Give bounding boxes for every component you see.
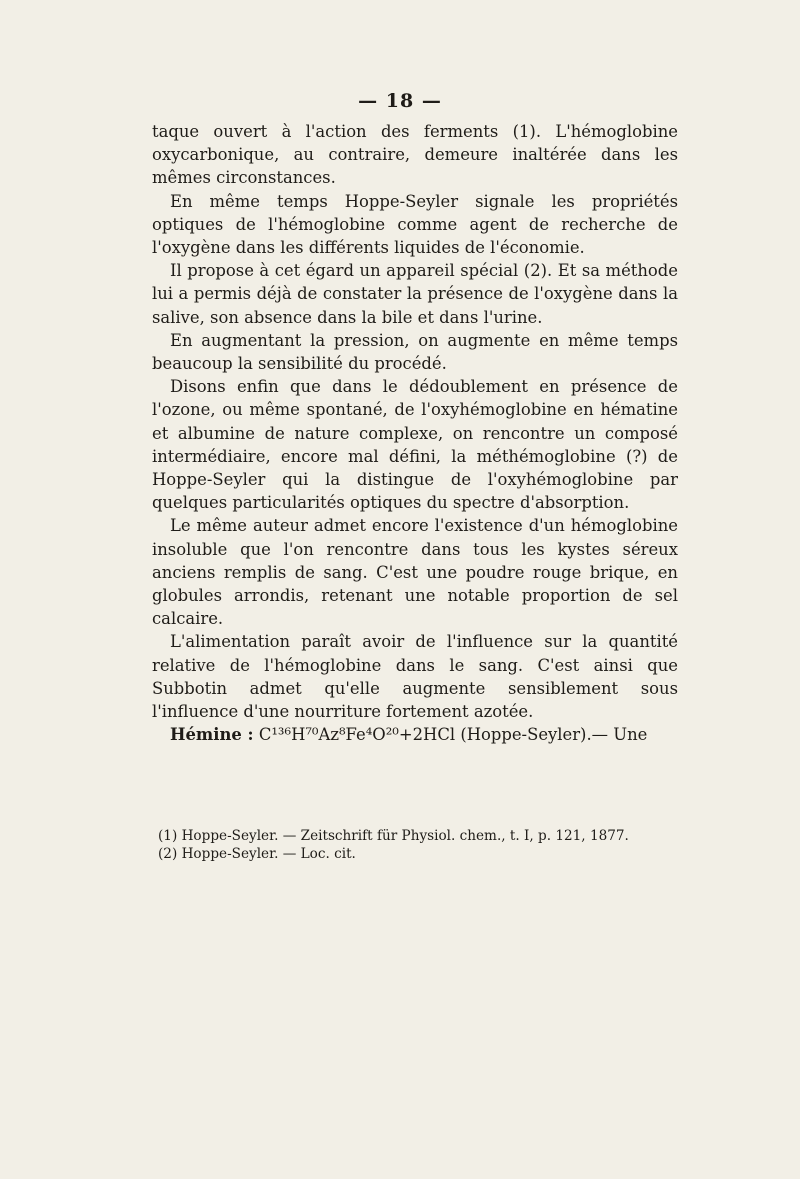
body-text	[152, 120, 678, 746]
paragraph: En augmentant la pression, on augmente en même temps beaucoup la sensibilité du procédé.	[152, 330, 678, 374]
paragraph: Disons enfin que dans le dédoublement en présence de l'ozone, ou même spontané, de l'oxyhémoglobine en hématine et albumine de nature complexe, on rencontre un composé intermédiaire, encore mal défini, la méthémoglobine (?) de Hoppe-Seyler qui la distingue de l'oxyhémoglobine par quelques particularités optiques du spectre d'absorption.	[152, 377, 678, 513]
formula-text: C¹³⁶H⁷⁰Az⁸Fe⁴O²⁰+2HCl (Hoppe-Seyler).— Une	[258, 725, 648, 745]
footnotes	[158, 827, 678, 863]
formula-label: Hémine :	[170, 725, 254, 745]
footnote: (1) Hoppe-Seyler. — Zeitschrift für Physiol. chem., t. I, p. 121, 1877.	[158, 828, 629, 844]
footnote: (2) Hoppe-Seyler. — Loc. cit.	[158, 846, 356, 862]
paragraph: L'alimentation paraît avoir de l'influence sur la quantité relative de l'hémoglobine dans le sang. C'est ainsi que Subbotin admet qu'elle augmente sensiblement sous l'influence d'une nourriture fortement azotée.	[152, 632, 678, 722]
page-number: — 18 —	[358, 90, 442, 112]
paragraph-continuation: taque ouvert à l'action des ferments (1). L'hémoglobine oxycarbonique, au contraire, demeure inaltérée dans les mêmes circonstances.	[152, 122, 678, 188]
paragraph: Le même auteur admet encore l'existence d'un hémoglobine insoluble que l'on rencontre dans tous les kystes séreux anciens remplis de sang. C'est une poudre rouge brique, en globules arrondis, retenant une notable proportion de sel calcaire.	[152, 516, 678, 629]
paragraph: Il propose à cet égard un appareil spécial (2). Et sa méthode lui a permis déjà de constater la présence de l'oxygène dans la salive, son absence dans la bile et dans l'urine.	[152, 261, 678, 327]
paragraph: En même temps Hoppe-Seyler signale les propriétés optiques de l'hémoglobine comme agent de recherche de l'oxygène dans les différents liquides de l'économie.	[152, 191, 678, 258]
formula-line	[152, 723, 678, 746]
